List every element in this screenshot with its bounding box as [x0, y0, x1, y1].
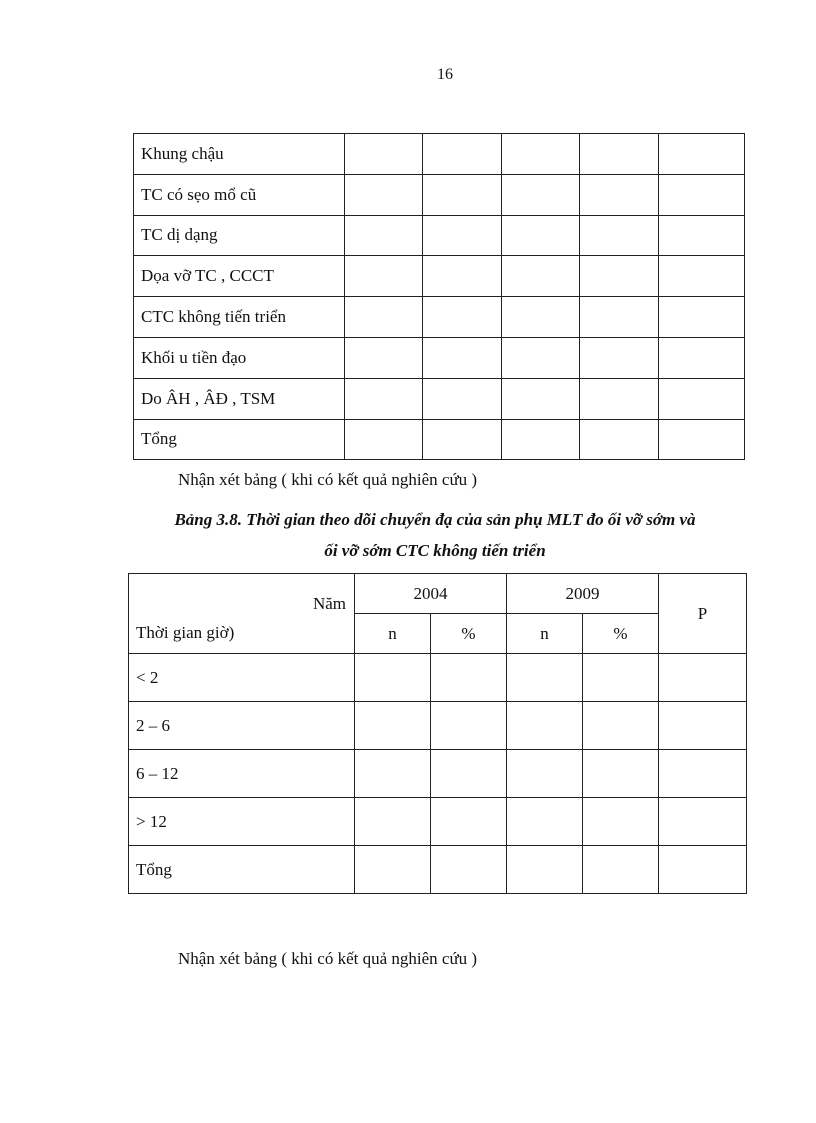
- header-n: n: [507, 614, 583, 654]
- row-label: TC dị dạng: [134, 215, 345, 256]
- row-label: Khối u tiền đạo: [134, 337, 345, 378]
- row-label: 6 – 12: [129, 750, 355, 798]
- table-row: [129, 846, 747, 894]
- row-label: Dọa vỡ TC , CCCT: [134, 256, 345, 297]
- table-row: [129, 702, 747, 750]
- table-cell: [502, 337, 580, 378]
- corner-header-time: Thời gian giờ): [129, 614, 355, 654]
- header-year-2004: 2004: [355, 574, 507, 614]
- table-cell: [345, 174, 423, 215]
- table-cell: [583, 654, 659, 702]
- table-row: [134, 337, 745, 378]
- table-cell: [423, 134, 502, 175]
- header-n: n: [355, 614, 431, 654]
- table-row: [134, 378, 745, 419]
- table-cell: [583, 750, 659, 798]
- table-labor-time: [128, 573, 747, 894]
- table-cell: [423, 378, 502, 419]
- table-cell: [431, 798, 507, 846]
- table-cell: [659, 419, 745, 460]
- table-cell: [431, 750, 507, 798]
- table-row: [134, 419, 745, 460]
- table-cell: [345, 297, 423, 338]
- table-cell: [659, 798, 747, 846]
- table-cell: [659, 702, 747, 750]
- row-label: 2 – 6: [129, 702, 355, 750]
- header-percent: %: [583, 614, 659, 654]
- table-row: [129, 750, 747, 798]
- table-cell: [355, 702, 431, 750]
- header-year-2009: 2009: [507, 574, 659, 614]
- table-cell: [580, 215, 659, 256]
- header-percent: %: [431, 614, 507, 654]
- table-comment: Nhận xét bảng ( khi có kết quả nghiên cứu ): [178, 949, 478, 968]
- corner-header-year: Năm: [129, 574, 355, 614]
- table-row: [129, 798, 747, 846]
- table-cell: [345, 337, 423, 378]
- table-cell: [580, 378, 659, 419]
- table-cell: [580, 134, 659, 175]
- table-cell: [345, 215, 423, 256]
- table-cell: [583, 846, 659, 894]
- row-label: CTC không tiến triển: [134, 297, 345, 338]
- table-cell: [507, 654, 583, 702]
- table-caption: Bảng 3.8. Thời gian theo dõi chuyển đạ của sản phụ MLT đo ối vỡ sớm và: [174, 510, 696, 529]
- table-cell: [502, 215, 580, 256]
- table-cell: [423, 174, 502, 215]
- table-row: [134, 297, 745, 338]
- table-cell: [345, 256, 423, 297]
- table-cell: [431, 702, 507, 750]
- table-cell: [659, 297, 745, 338]
- table-cell: [502, 297, 580, 338]
- table-delivery-causes: [133, 133, 745, 460]
- table-cell: [355, 654, 431, 702]
- row-label: Khung chậu: [134, 134, 345, 175]
- table-cell: [507, 702, 583, 750]
- table-cell: [659, 750, 747, 798]
- table-row: [134, 174, 745, 215]
- table-cell: [423, 215, 502, 256]
- table-cell: [431, 846, 507, 894]
- table-cell: [502, 378, 580, 419]
- row-label: TC có sẹo mổ cũ: [134, 174, 345, 215]
- row-label: Do ÂH , ÂĐ , TSM: [134, 378, 345, 419]
- table-cell: [507, 750, 583, 798]
- table-cell: [580, 256, 659, 297]
- table-cell: [345, 134, 423, 175]
- table-row: [134, 256, 745, 297]
- table-cell: [659, 174, 745, 215]
- table-cell: [583, 702, 659, 750]
- table-caption-continued: ối vỡ sớm CTC không tiến triển: [324, 541, 546, 560]
- table-cell: [355, 846, 431, 894]
- row-label: Tổng: [129, 846, 355, 894]
- table-cell: [423, 337, 502, 378]
- table-cell: [345, 378, 423, 419]
- table-comment: Nhận xét bảng ( khi có kết quả nghiên cứu ): [178, 470, 478, 489]
- table-row: [134, 134, 745, 175]
- table-cell: [507, 846, 583, 894]
- table-cell: [355, 798, 431, 846]
- table-cell: [502, 134, 580, 175]
- table-cell: [659, 215, 745, 256]
- table-cell: [659, 654, 747, 702]
- row-label: Tổng: [134, 419, 345, 460]
- table-cell: [580, 419, 659, 460]
- table-cell: [345, 419, 423, 460]
- table-cell: [431, 654, 507, 702]
- table-cell: [580, 337, 659, 378]
- row-label: > 12: [129, 798, 355, 846]
- row-label: < 2: [129, 654, 355, 702]
- table-row: [134, 215, 745, 256]
- table-cell: [507, 798, 583, 846]
- table-cell: [659, 134, 745, 175]
- table-row: [129, 654, 747, 702]
- page-number: 16: [437, 66, 453, 83]
- table-cell: [502, 256, 580, 297]
- table-cell: [423, 256, 502, 297]
- table-header-row: [129, 574, 747, 614]
- table-cell: [583, 798, 659, 846]
- table-header-row: [129, 614, 747, 654]
- table-cell: [659, 337, 745, 378]
- table-cell: [502, 419, 580, 460]
- header-p: P: [659, 574, 747, 654]
- table-cell: [580, 297, 659, 338]
- table-cell: [502, 174, 580, 215]
- table-cell: [355, 750, 431, 798]
- table-cell: [659, 846, 747, 894]
- table-cell: [423, 419, 502, 460]
- table-cell: [659, 378, 745, 419]
- table-cell: [659, 256, 745, 297]
- table-cell: [423, 297, 502, 338]
- table-cell: [580, 174, 659, 215]
